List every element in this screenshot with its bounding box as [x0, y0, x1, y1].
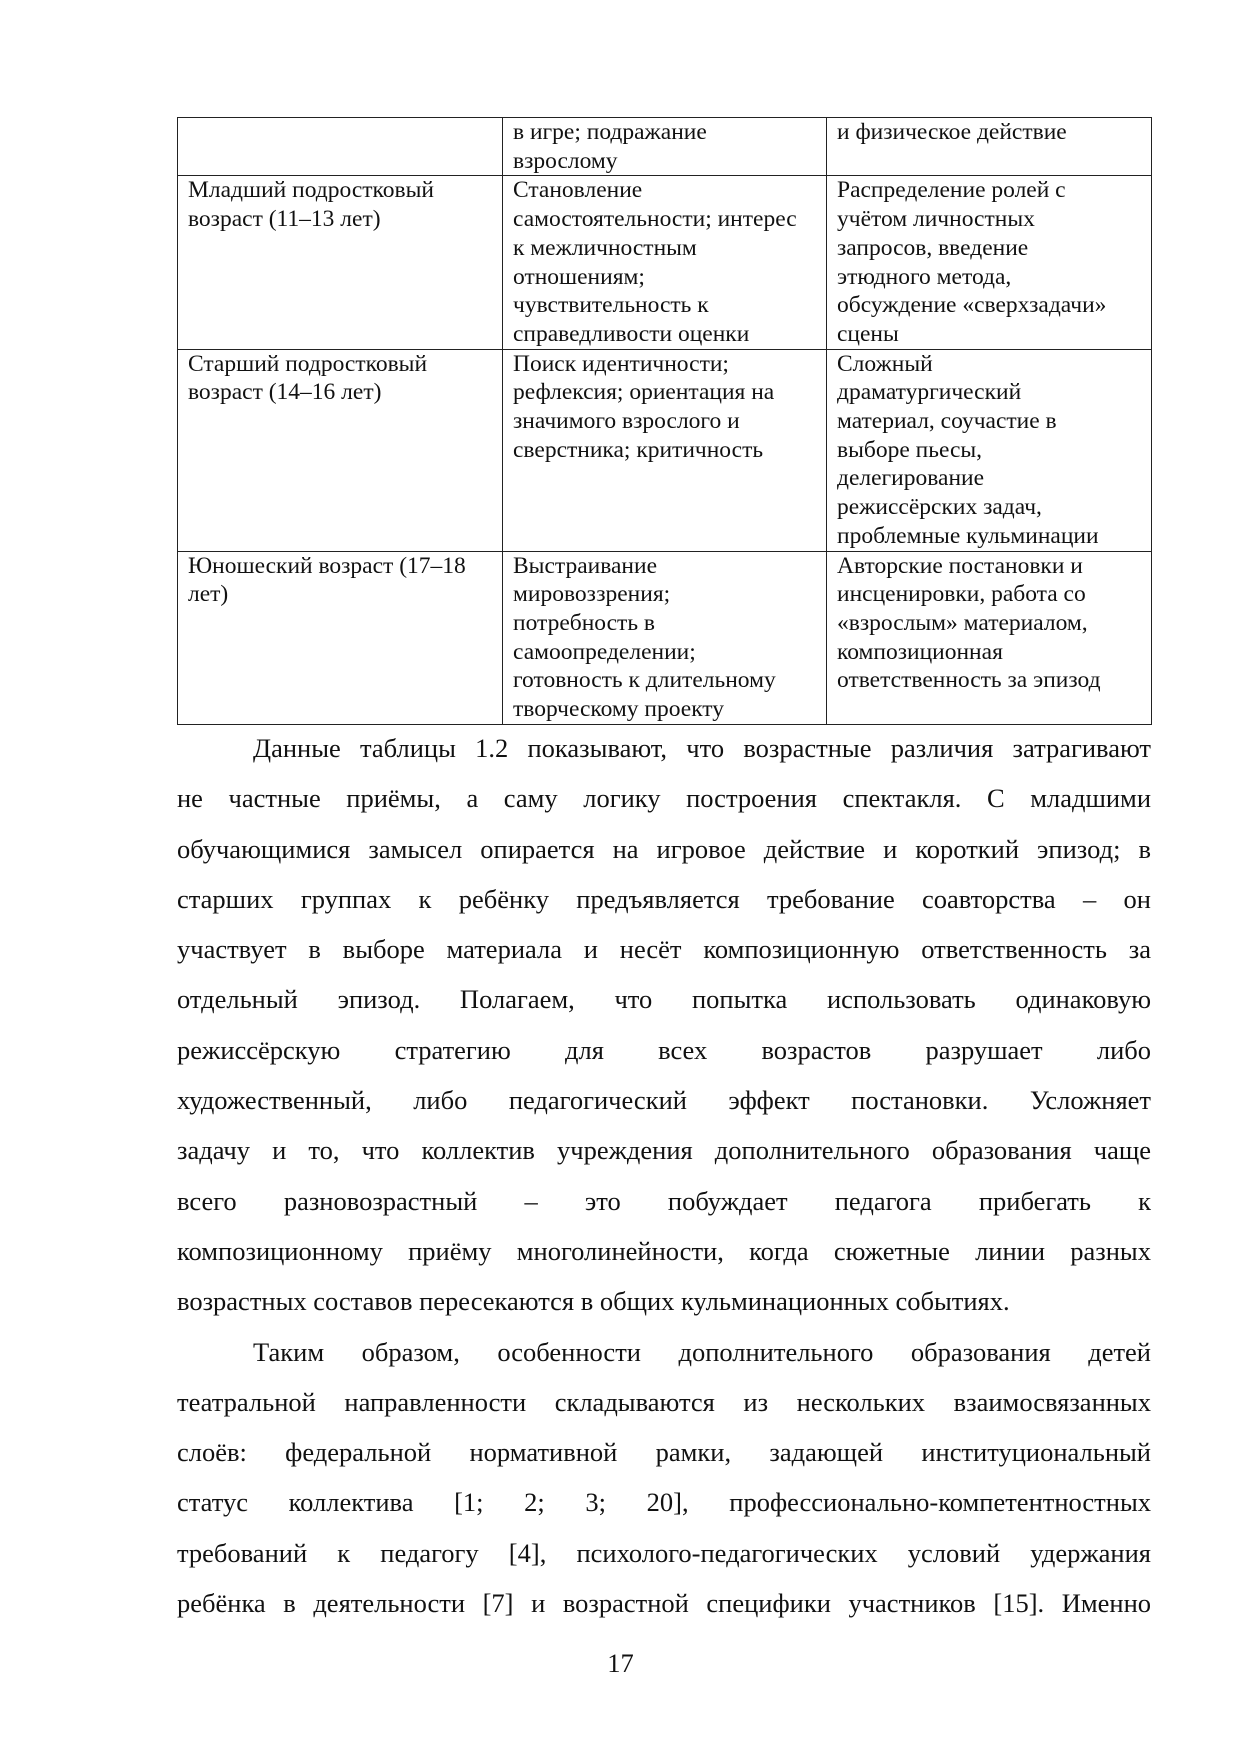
cell-text-line: сверстника; критичность — [513, 436, 764, 463]
cell-text-line: драматургический — [837, 379, 1022, 406]
cell-text-line: справедливости оценки — [513, 320, 750, 347]
text-line: не частные приёмы, а саму логику построения спектакля. С младшими — [177, 783, 1151, 814]
cell-text-line: сцены — [837, 320, 899, 347]
paragraph-conclusion — [177, 1327, 1151, 1629]
cell-text-line: взрослому — [513, 147, 618, 174]
cell-text-line: выборе пьесы, — [837, 436, 983, 463]
cell-text-line: возраст (11–13 лет) — [188, 206, 381, 233]
cell-text-line: этюдного метода, — [837, 263, 1012, 290]
text-line: возрастных составов пересекаются в общих кульминационных событиях. — [177, 1286, 1010, 1317]
cell-text-line: самоопределении; — [513, 638, 696, 665]
cell-text-line: возраст (14–16 лет) — [188, 379, 382, 406]
cell-text-line: творческому проекту — [513, 696, 725, 723]
text-line: требований к педагогу [4], психолого-педагогических условий удержания — [177, 1537, 1151, 1568]
cell-text-line: Распределение ролей с — [837, 177, 1066, 204]
cell-text-line: потребность в — [513, 609, 656, 636]
table-cell-directing-methods — [827, 551, 1152, 724]
table-cell-directing-methods — [827, 176, 1152, 349]
cell-text-line: проблемные кульминации — [837, 522, 1099, 549]
text-line: режиссёрскую стратегию для всех возрастов разрушает либо — [177, 1034, 1151, 1065]
table-cell-age — [178, 118, 503, 176]
cell-text-line: и физическое действие — [837, 119, 1067, 145]
page-number: 17 — [607, 1648, 634, 1678]
cell-text-line: обсуждение «сверхзадачи» — [837, 292, 1107, 319]
table-cell-directing-methods — [827, 349, 1152, 551]
table-row — [178, 349, 1152, 551]
table-cell-psych-features — [503, 349, 827, 551]
cell-text-line: композиционная — [837, 638, 1003, 665]
cell-text-line: в игре; подражание — [513, 119, 707, 145]
cell-text-line: ответственность за эпизод — [837, 667, 1101, 694]
cell-text-line: Старший подростковый — [188, 350, 428, 377]
table — [177, 117, 1152, 725]
cell-text-line: лет) — [188, 581, 229, 608]
text-line: Таким образом, особенности дополнительного образования детей — [253, 1336, 1151, 1367]
cell-text-line: Младший подростковый — [188, 177, 434, 204]
cell-text-line: к межличностным — [513, 234, 697, 261]
text-line: театральной направленности складываются из нескольких взаимосвязанных — [177, 1386, 1151, 1417]
cell-text-line: инсценировки, работа со — [837, 581, 1086, 608]
text-line: старших группах к ребёнку предъявляется требование соавторства – он — [177, 883, 1151, 914]
cell-text-line: Поиск идентичности; — [513, 350, 729, 377]
cell-text-line: чувствительность к — [513, 292, 709, 319]
cell-text-line: Авторские постановки и — [837, 552, 1083, 579]
table-cell-age — [178, 349, 503, 551]
text-line: Данные таблицы 1.2 показывают, что возрастные различия затрагивают — [253, 733, 1151, 763]
cell-text-line: Выстраивание — [513, 552, 658, 579]
table-body — [178, 118, 1152, 725]
cell-text-line: «взрослым» материалом, — [837, 609, 1088, 636]
text-line: обучающимися замысел опирается на игровое действие и короткий эпизод; в — [177, 833, 1151, 864]
cell-text-line: режиссёрских задач, — [837, 494, 1042, 521]
body-text — [177, 723, 1151, 1628]
text-line: композиционному приёму многолинейности, когда сюжетные линии разных — [177, 1235, 1151, 1266]
cell-text-line: значимого взрослого и — [513, 408, 740, 435]
text-line: статус коллектива [1; 2; 3; 20], профессионально-компетентностных — [177, 1487, 1151, 1518]
text-line: художественный, либо педагогический эффект постановки. Усложняет — [177, 1085, 1151, 1116]
text-line: участвует в выборе материала и несёт композиционную ответственность за — [177, 934, 1151, 965]
table-cell-age — [178, 176, 503, 349]
text-line: всего разновозрастный – это побуждает педагога прибегать к — [177, 1185, 1151, 1216]
cell-text-line: Сложный — [837, 350, 933, 377]
cell-text-line: рефлексия; ориентация на — [513, 379, 775, 406]
table-row — [178, 176, 1152, 349]
cell-text-line: мировоззрения; — [513, 581, 671, 608]
table-row — [178, 551, 1152, 724]
paragraph-table-analysis — [177, 723, 1151, 1327]
table-cell-directing-methods — [827, 118, 1152, 176]
cell-text-line: отношениям; — [513, 263, 645, 290]
cell-text-line: готовность к длительному — [513, 667, 776, 694]
text-line: задачу и то, что коллектив учреждения дополнительного образования чаще — [177, 1135, 1151, 1166]
text-line: ребёнка в деятельности [7] и возрастной специфики участников [15]. Именно — [177, 1588, 1151, 1619]
table-row — [178, 118, 1152, 176]
cell-text-line: делегирование — [837, 465, 985, 492]
text-line: отдельный эпизод. Полагаем, что попытка использовать одинаковую — [177, 984, 1151, 1015]
table-cell-psych-features — [503, 176, 827, 349]
cell-text-line: материал, соучастие в — [837, 408, 1057, 435]
age-features-table — [177, 117, 1151, 725]
table-cell-psych-features — [503, 551, 827, 724]
cell-text-line: Становление — [513, 177, 643, 204]
table-cell-age — [178, 551, 503, 724]
table-cell-psych-features — [503, 118, 827, 176]
cell-text-line: самостоятельности; интерес — [513, 206, 797, 233]
text-line: слоёв: федеральной нормативной рамки, задающей институциональный — [177, 1437, 1151, 1468]
cell-text-line: запросов, введение — [837, 234, 1029, 261]
cell-text-line: Юношеский возраст (17–18 — [188, 552, 466, 579]
cell-text-line: учётом личностных — [837, 206, 1035, 233]
